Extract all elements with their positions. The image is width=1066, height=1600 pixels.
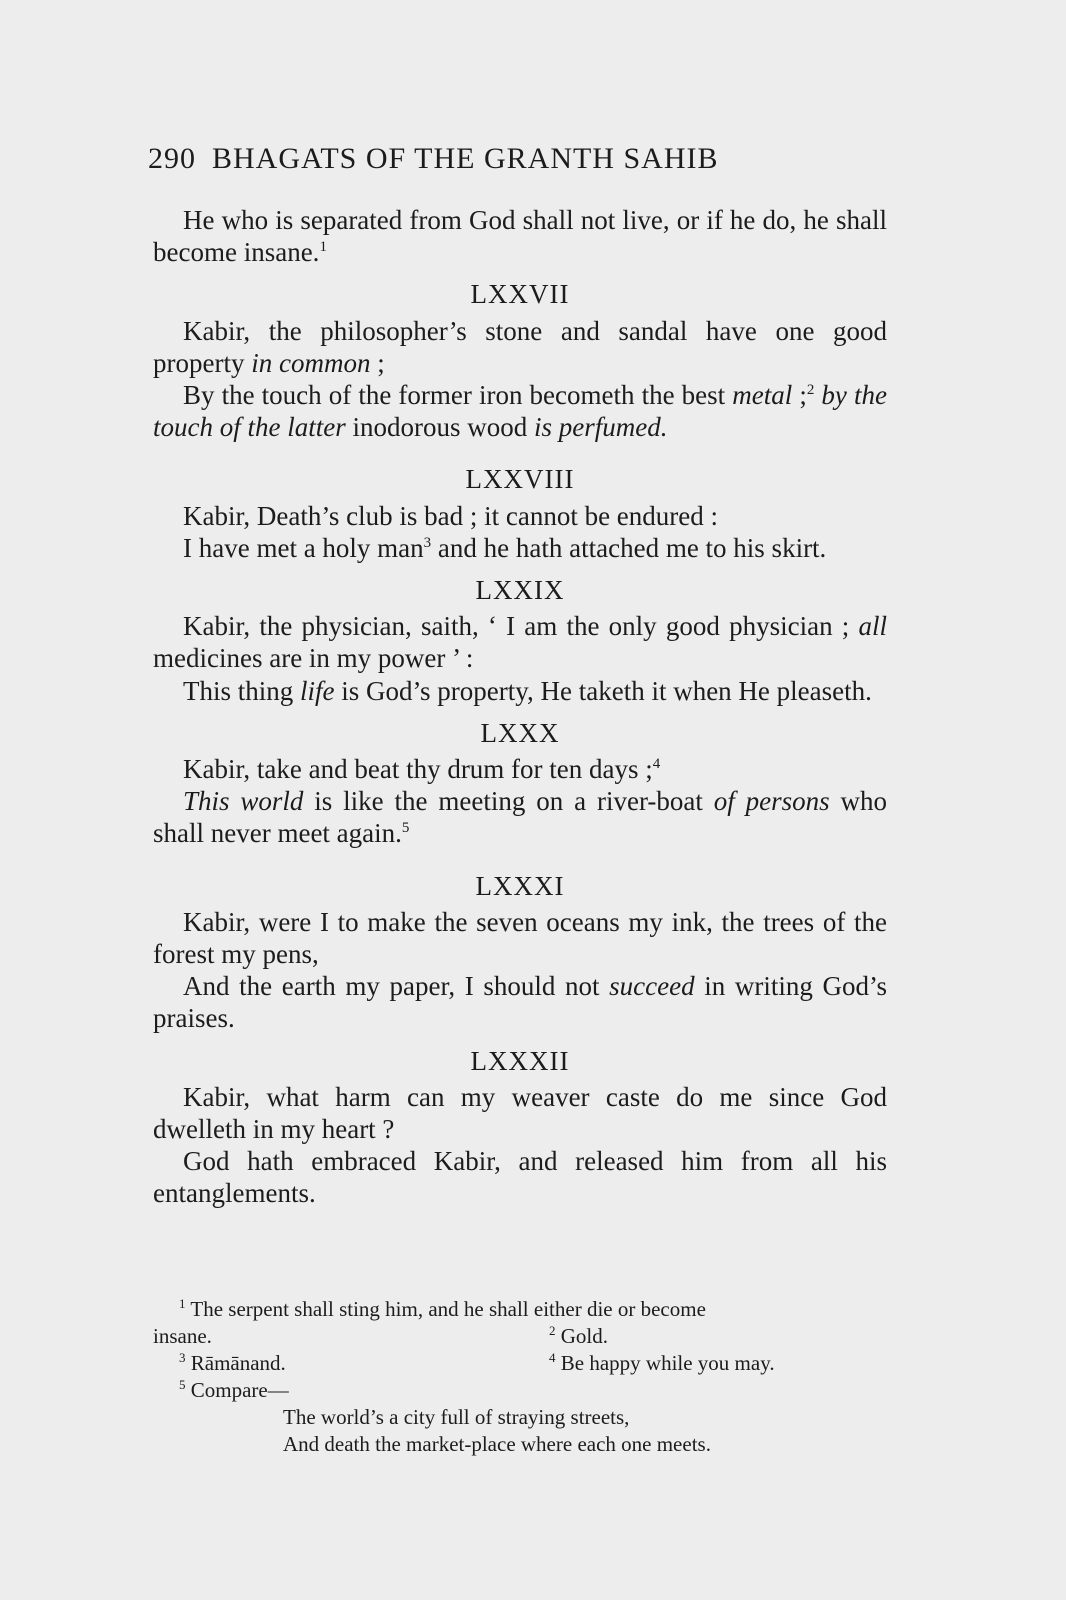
verse-lxxxi-line1: Kabir, were I to make the seven oceans my ink, the trees of the forest my pens, [153, 906, 887, 970]
verse-text: And the earth my paper, I should not [183, 971, 610, 1002]
verse-text: By the touch of the former iron becometh the best [183, 380, 733, 411]
verse-lxxxii-line2: God hath embraced Kabir, and released him from all his entanglements. [153, 1146, 887, 1209]
footnote-row [153, 1323, 887, 1350]
verse-lxxix-line1 [153, 610, 887, 674]
verse-text: inodorous wood [345, 412, 534, 443]
verse-text: Kabir, the philosopher’s stone and sandal have one good property [153, 315, 887, 378]
opening-paragraph [153, 204, 887, 268]
footnote-2 [549, 1323, 608, 1350]
verse-italic: metal [732, 380, 793, 411]
verse-text: medicines are in my power ’ : [153, 643, 474, 674]
footnote-mark: 2 [549, 1323, 556, 1338]
verse-text: This thing [183, 675, 301, 706]
footnote-text: Compare— [190, 1378, 289, 1402]
verse-italic: is perfumed. [533, 412, 668, 443]
verse-italic: life [300, 675, 335, 706]
page-header [148, 142, 719, 176]
verse-text: ; [792, 380, 807, 411]
footnote-ref-3: 3 [423, 534, 432, 551]
section-heading-lxxx: LXXX [480, 717, 560, 748]
verse-text: ; [370, 347, 385, 378]
verse-lxxviii-line2 [153, 532, 887, 564]
verse-text: Kabir, the physician, saith, ‘ I am the only good physician ; [183, 611, 859, 642]
footnote-mark: 1 [179, 1296, 186, 1311]
page-number: 290 [148, 142, 196, 175]
footnote-mark: 3 [179, 1350, 186, 1365]
verse-italic: by the touch of the latter [153, 380, 887, 443]
verse-lxxx-line2 [153, 785, 887, 849]
section-heading-lxxvii: LXXVII [470, 279, 570, 310]
footnotes [153, 1296, 887, 1458]
running-title: BHAGATS OF THE GRANTH SAHIB [212, 142, 719, 175]
verse-text: and he hath attached me to his skirt. [431, 532, 827, 563]
main-text [153, 204, 887, 1210]
verse-lxxvii-line1 [153, 315, 887, 379]
verse-lxxxi-line2 [153, 970, 887, 1034]
footnote-4 [549, 1350, 775, 1377]
verse-lxxix-line2 [153, 675, 887, 707]
footnote-3 [153, 1350, 549, 1377]
verse-text: I have met a holy man [183, 532, 424, 563]
verse-italic: all [858, 611, 887, 642]
verse-italic: of persons [713, 786, 830, 817]
footnote-ref-4: 4 [652, 756, 661, 773]
quoted-poem-line2: And death the market-place where each one meets. [283, 1432, 711, 1456]
footnote-text: Be happy while you may. [560, 1351, 775, 1375]
verse-lxxx-line1 [153, 753, 887, 785]
footnote-row [153, 1350, 887, 1377]
footnote-text: The serpent shall sting him, and he shall either die or become [190, 1297, 706, 1321]
quoted-poem-line1: The world’s a city full of straying streets, [283, 1405, 630, 1429]
section-heading-lxxxi: LXXXI [475, 870, 565, 901]
section-heading-lxxix: LXXIX [475, 575, 565, 606]
footnote-ref-2: 2 [806, 382, 815, 399]
verse-text: is God’s property, He taketh it when He pleaseth. [334, 675, 872, 706]
verse-text: is like the meeting on a river-boat [303, 786, 714, 817]
verse-text: who shall never meet again. [153, 786, 888, 849]
opening-text: He who is separated from God shall not live, or if he do, he shall become insane. [153, 205, 887, 268]
footnote-ref-1: 1 [319, 239, 327, 256]
verse-lxxviii-line1: Kabir, Death’s club is bad ; it cannot be endured : [183, 500, 719, 531]
verse-text: in writing God’s praises. [153, 971, 887, 1034]
footnote-mark: 4 [549, 1350, 556, 1365]
verse-lxxvii-line2 [153, 379, 887, 443]
verse-italic: This world [183, 786, 304, 817]
footnote-ref-5: 5 [401, 820, 410, 837]
footnote-1 [153, 1296, 887, 1323]
verse-italic: in common [251, 347, 371, 378]
section-heading-lxxxii: LXXXII [470, 1045, 570, 1076]
verse-italic: succeed [609, 971, 695, 1002]
footnote-text: Gold. [560, 1324, 608, 1348]
section-heading-lxxviii: LXXVIII [465, 464, 575, 495]
footnote-text: Rāmānand. [190, 1351, 286, 1375]
verse-lxxxii-line1: Kabir, what harm can my weaver caste do me since God dwelleth in my heart ? [153, 1081, 887, 1145]
footnote-5 [153, 1377, 887, 1404]
footnote-text: insane. [153, 1324, 212, 1348]
footnote-mark: 5 [179, 1377, 186, 1392]
verse-text: Kabir, take and beat thy drum for ten days ; [183, 754, 653, 785]
